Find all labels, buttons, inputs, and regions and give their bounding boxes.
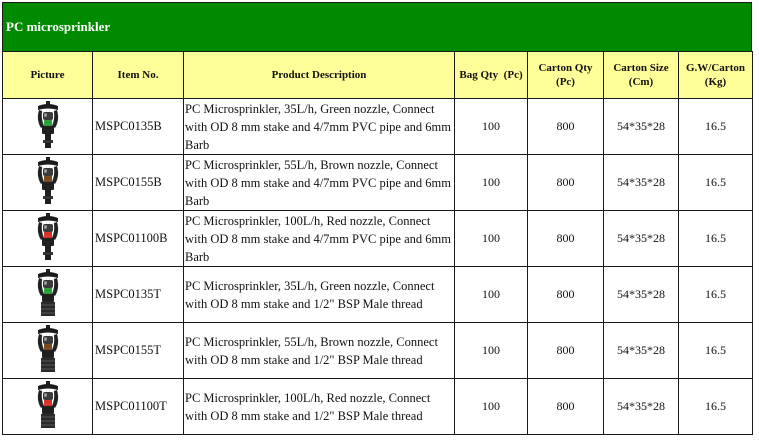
product-description-cell: PC Microsprinkler, 100L/h, Red nozzle, Connect with OD 8 mm stake and 1/2" BSP Male thread (184, 379, 455, 435)
header-row (3, 52, 753, 99)
gw-carton-cell: 16.5 (679, 211, 753, 267)
microsprinkler-image (32, 156, 64, 206)
bag-qty-cell: 100 (455, 267, 528, 323)
carton-qty-cell: 800 (528, 379, 604, 435)
product-description-cell: PC Microsprinkler, 35L/h, Green nozzle, Connect with OD 8 mm stake and 1/2" BSP Male thread (184, 267, 455, 323)
item-no-cell: MSPC0135T (93, 267, 184, 323)
carton-size-cell: 54*35*28 (604, 323, 679, 379)
table-row (3, 155, 753, 211)
product-picture-cell (3, 379, 93, 435)
table-row (3, 379, 753, 435)
microsprinkler-image (32, 212, 64, 262)
table-row (3, 99, 753, 155)
carton-qty-cell: 800 (528, 155, 604, 211)
microsprinkler-image (32, 380, 64, 430)
carton-size-cell: 54*35*28 (604, 99, 679, 155)
product-description-cell: PC Microsprinkler, 100L/h, Red nozzle, Connect with OD 8 mm stake and 4/7mm PVC pipe and 6mm Barb (184, 211, 455, 267)
bag-qty-cell: 100 (455, 211, 528, 267)
gw-carton-cell: 16.5 (679, 323, 753, 379)
item-no-cell: MSPC01100T (93, 379, 184, 435)
product-picture-cell (3, 155, 93, 211)
carton-qty-cell: 800 (528, 267, 604, 323)
bag-qty-cell: 100 (455, 99, 528, 155)
product-picture-cell (3, 267, 93, 323)
product-picture-cell (3, 323, 93, 379)
header-gw-carton: G.W/Carton (Kg) (679, 52, 753, 99)
microsprinkler-image (32, 268, 64, 318)
item-no-cell: MSPC01100B (93, 211, 184, 267)
product-description-cell: PC Microsprinkler, 55L/h, Brown nozzle, Connect with OD 8 mm stake and 4/7mm PVC pipe and 6mm Barb (184, 155, 455, 211)
microsprinkler-image (32, 324, 64, 374)
carton-size-cell: 54*35*28 (604, 267, 679, 323)
carton-qty-cell: 800 (528, 211, 604, 267)
header-product-description: Product Description (184, 52, 455, 99)
carton-qty-cell: 800 (528, 99, 604, 155)
gw-carton-cell: 16.5 (679, 99, 753, 155)
table-row (3, 211, 753, 267)
header-bag-qty: Bag Qty (Pc) (455, 52, 528, 99)
product-picture-cell (3, 211, 93, 267)
header-carton-size: Carton Size (Cm) (604, 52, 679, 99)
carton-qty-cell: 800 (528, 323, 604, 379)
product-description-cell: PC Microsprinkler, 35L/h, Green nozzle, Connect with OD 8 mm stake and 4/7mm PVC pipe and 6mm Barb (184, 99, 455, 155)
product-table (2, 51, 753, 435)
header-carton-qty: Carton Qty (Pc) (528, 52, 604, 99)
carton-size-cell: 54*35*28 (604, 155, 679, 211)
gw-carton-cell: 16.5 (679, 267, 753, 323)
item-no-cell: MSPC0155B (93, 155, 184, 211)
carton-size-cell: 54*35*28 (604, 379, 679, 435)
product-picture-cell (3, 99, 93, 155)
bag-qty-cell: 100 (455, 379, 528, 435)
table-title: PC microsprinkler (2, 2, 752, 51)
table-row (3, 267, 753, 323)
product-description-cell: PC Microsprinkler, 55L/h, Brown nozzle, Connect with OD 8 mm stake and 1/2" BSP Male thread (184, 323, 455, 379)
carton-size-cell: 54*35*28 (604, 211, 679, 267)
microsprinkler-image (32, 100, 64, 150)
header-picture: Picture (3, 52, 93, 99)
bag-qty-cell: 100 (455, 155, 528, 211)
bag-qty-cell: 100 (455, 323, 528, 379)
table-row (3, 323, 753, 379)
item-no-cell: MSPC0135B (93, 99, 184, 155)
gw-carton-cell: 16.5 (679, 379, 753, 435)
header-item-no: Item No. (93, 52, 184, 99)
gw-carton-cell: 16.5 (679, 155, 753, 211)
product-table-container (2, 2, 752, 435)
item-no-cell: MSPC0155T (93, 323, 184, 379)
